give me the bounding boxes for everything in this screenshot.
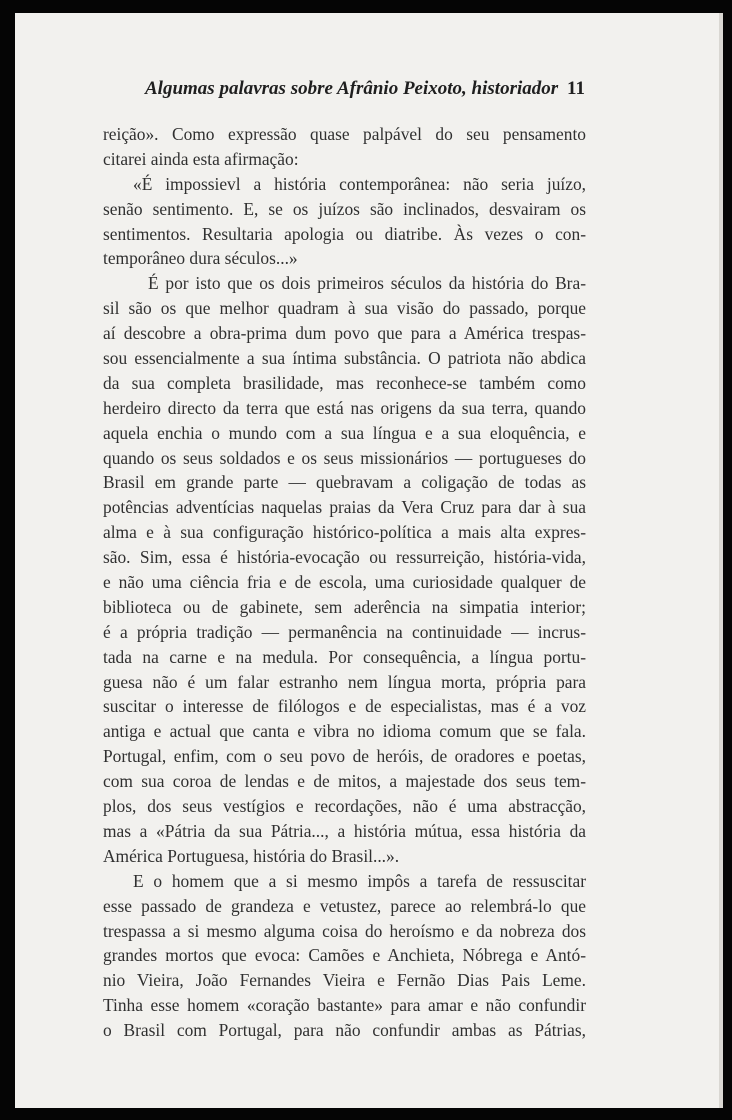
text-line: herdeiro directo da terra que está nas origens da sua terra, quando [103, 397, 586, 418]
text-line: esse passado de grandeza e vetustez, parece ao relembrá-lo que [103, 895, 586, 916]
text-line: E o homem que a si mesmo impôs a tarefa de ressuscitar [133, 870, 586, 891]
text-line: e não uma ciência fria e de escola, uma curiosidade qualquer de [103, 572, 586, 593]
text-line: nio Vieira, João Fernandes Vieira e Fernão Dias Pais Leme. [103, 970, 586, 991]
text-line: América Portuguesa, história do Brasil...». [103, 845, 400, 866]
text-line: reição». Como expressão quase palpável do seu pensamento [103, 124, 586, 144]
text-line: com sua coroa de lendas e de mitos, a majestade dos seus tem- [103, 771, 586, 792]
text-line: aí descobre a obra-prima dum povo que para a América trespas- [103, 323, 586, 344]
text-line: tada na carne e na medula. Por consequência, a língua portu- [103, 646, 586, 667]
text-line: É por isto que os dois primeiros séculos da história do Bra- [148, 273, 586, 294]
book-page [15, 13, 723, 1108]
text-line: aquela enchia o mundo com a sua língua e a sua eloquência, e [103, 422, 586, 443]
text-line: sil são os que melhor quadram à sua visão do passado, porque [103, 298, 586, 319]
running-title: Algumas palavras sobre Afrânio Peixoto, historiador [145, 78, 559, 99]
text-line: trespassa a si mesmo alguma coisa do heroísmo e da nobreza dos [103, 920, 586, 941]
text-line: antiga e actual que canta e vibra no idioma comum que se fala. [103, 721, 586, 742]
text-line: citarei ainda esta afirmação: [103, 148, 299, 169]
text-line: Portugal, enfim, com o seu povo de heróis, de oradores e poetas, [103, 746, 586, 767]
text-line: potências adventícias naquelas praias da Vera Cruz para dar à sua [103, 497, 586, 518]
text-line: são. Sim, essa é história-evocação ou ressurreição, história-vida, [103, 547, 586, 568]
running-header [145, 78, 585, 108]
text-line: biblioteca ou de gabinete, sem aderência na simpatia interior; [103, 596, 586, 617]
text-line: é a própria tradição — permanência na continuidade — incrus- [103, 621, 586, 642]
body-text [103, 122, 586, 1043]
text-line: o Brasil com Portugal, para não confundir ambas as Pátrias, [103, 1020, 586, 1041]
text-line: mas a «Pátria da sua Pátria..., a história mútua, essa história da [103, 820, 586, 841]
text-line: sentimentos. Resultaria apologia ou diatribe. Às vezes o con- [103, 223, 586, 244]
page-number: 11 [567, 78, 585, 99]
text-line: quando os seus soldados e os seus missionários — portugueses do [103, 447, 586, 468]
text-line: alma e à sua configuração histórico-política a mais alta expres- [103, 522, 586, 543]
text-line: temporâneo dura séculos...» [103, 248, 298, 269]
text-line: sou essencialmente a sua íntima substância. O patriota não abdica [103, 348, 586, 369]
text-line: «É impossievl a história contemporânea: não seria juízo, [133, 173, 586, 194]
text-line: Tinha esse homem «coração bastante» para amar e não confundir [103, 995, 586, 1016]
text-line: senão sentimento. E, se os juízos são inclinados, desvairam os [103, 198, 586, 219]
text-line: plos, dos seus vestígios e recordações, não é uma abstracção, [103, 796, 586, 817]
text-line: grandes mortos que evoca: Camões e Anchieta, Nóbrega e Antó- [103, 945, 586, 966]
text-line: da sua completa brasilidade, mas reconhece-se também como [103, 372, 586, 393]
text-line: suscitar o interesse de filólogos e de especialistas, mas é a voz [103, 696, 586, 717]
text-line: Brasil em grande parte — quebravam a coligação de todas as [103, 472, 586, 493]
text-line: guesa não é um falar estranho nem língua morta, própria para [103, 671, 586, 692]
